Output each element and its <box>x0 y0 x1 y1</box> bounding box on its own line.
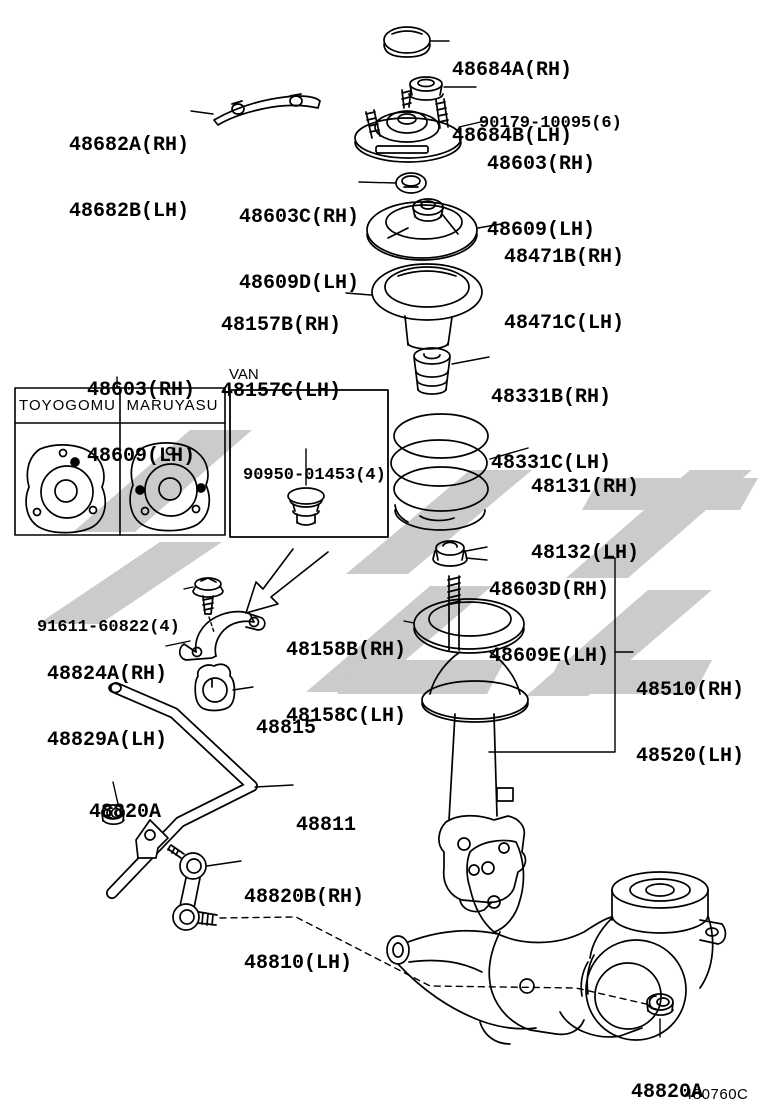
part-number: 90179-10095(6) <box>479 114 622 133</box>
label-48820B <box>244 843 364 997</box>
part-number: 48824A(RH) <box>47 663 168 686</box>
part-stabilizer-link-drawing <box>168 845 217 930</box>
part-washer-drawing <box>396 173 426 193</box>
part-number: 48810(LH) <box>244 952 353 975</box>
part-stabilizer-bushing-drawing <box>195 664 234 710</box>
part-front-bracket-drawing <box>214 94 320 125</box>
part-number: 90950-01453(4) <box>243 466 386 485</box>
part-bracket-bolt-drawing <box>193 578 223 614</box>
part-number: 48609(LH) <box>487 219 596 242</box>
part-upper-insulator-drawing <box>372 264 482 349</box>
part-number: 48331C(LH) <box>491 452 612 475</box>
part-knuckle-drawing <box>387 840 725 1044</box>
part-number: 48157C(LH) <box>221 380 342 403</box>
part-number: 48157B(RH) <box>221 314 342 337</box>
part-number: 48682A(RH) <box>69 134 190 157</box>
label-90950 <box>243 428 386 504</box>
part-number: 48684B(LH) <box>452 125 573 148</box>
label-48824 <box>47 620 167 774</box>
part-number: 48471B(RH) <box>504 246 625 269</box>
part-number: 48158B(RH) <box>286 639 407 662</box>
part-support-drawing <box>355 89 461 162</box>
table-header-maruyasu: MARUYASU <box>126 397 219 414</box>
part-number: 48131(RH) <box>531 476 640 499</box>
part-number: 48820A <box>631 1081 704 1104</box>
part-number: 48829A(LH) <box>47 729 168 752</box>
part-number: 48684A(RH) <box>452 59 573 82</box>
part-mount-nut-drawing <box>409 77 443 100</box>
part-bumper-drawing <box>414 348 450 394</box>
part-number: 48132(LH) <box>531 542 640 565</box>
part-number: 48603C(RH) <box>239 206 360 229</box>
part-number: 48609E(LH) <box>489 645 610 668</box>
label-48471 <box>504 203 624 357</box>
part-number: 48471C(LH) <box>504 312 625 335</box>
part-rod-nut-drawing <box>433 541 467 566</box>
label-48603D <box>489 536 609 690</box>
part-number: 48158C(LH) <box>286 705 407 728</box>
part-number: 48820B(RH) <box>244 886 365 909</box>
part-number: 48811 <box>296 814 357 837</box>
label-48820A-left <box>89 758 161 846</box>
part-upper-seat-drawing <box>367 199 477 260</box>
part-number: 48510(RH) <box>636 679 745 702</box>
table-header-toyogomu: TOYOGOMU <box>19 397 116 414</box>
part-number: 48682B(LH) <box>69 200 190 223</box>
van-box-label: VAN <box>229 366 259 383</box>
part-number: 48603(RH) <box>487 153 596 176</box>
part-cap-drawing <box>384 27 430 57</box>
part-number: 48609D(LH) <box>239 272 360 295</box>
part-stabilizer-bracket-drawing <box>180 612 265 660</box>
part-number: 48520(LH) <box>636 745 745 768</box>
part-number: 48603D(RH) <box>489 579 610 602</box>
part-number: 48820A <box>89 801 162 824</box>
part-number: 48815 <box>256 717 317 740</box>
label-48510 <box>636 636 744 790</box>
part-number: 91611-60822(4) <box>37 618 180 637</box>
part-number: 48603(RH) <box>87 379 196 402</box>
part-number: 48331B(RH) <box>491 386 612 409</box>
label-48157 <box>221 271 341 425</box>
label-48682 <box>69 91 189 245</box>
label-48815 <box>256 674 316 762</box>
part-number: 48609(LH) <box>87 445 196 468</box>
diagram-code: 480760C <box>684 1086 749 1103</box>
